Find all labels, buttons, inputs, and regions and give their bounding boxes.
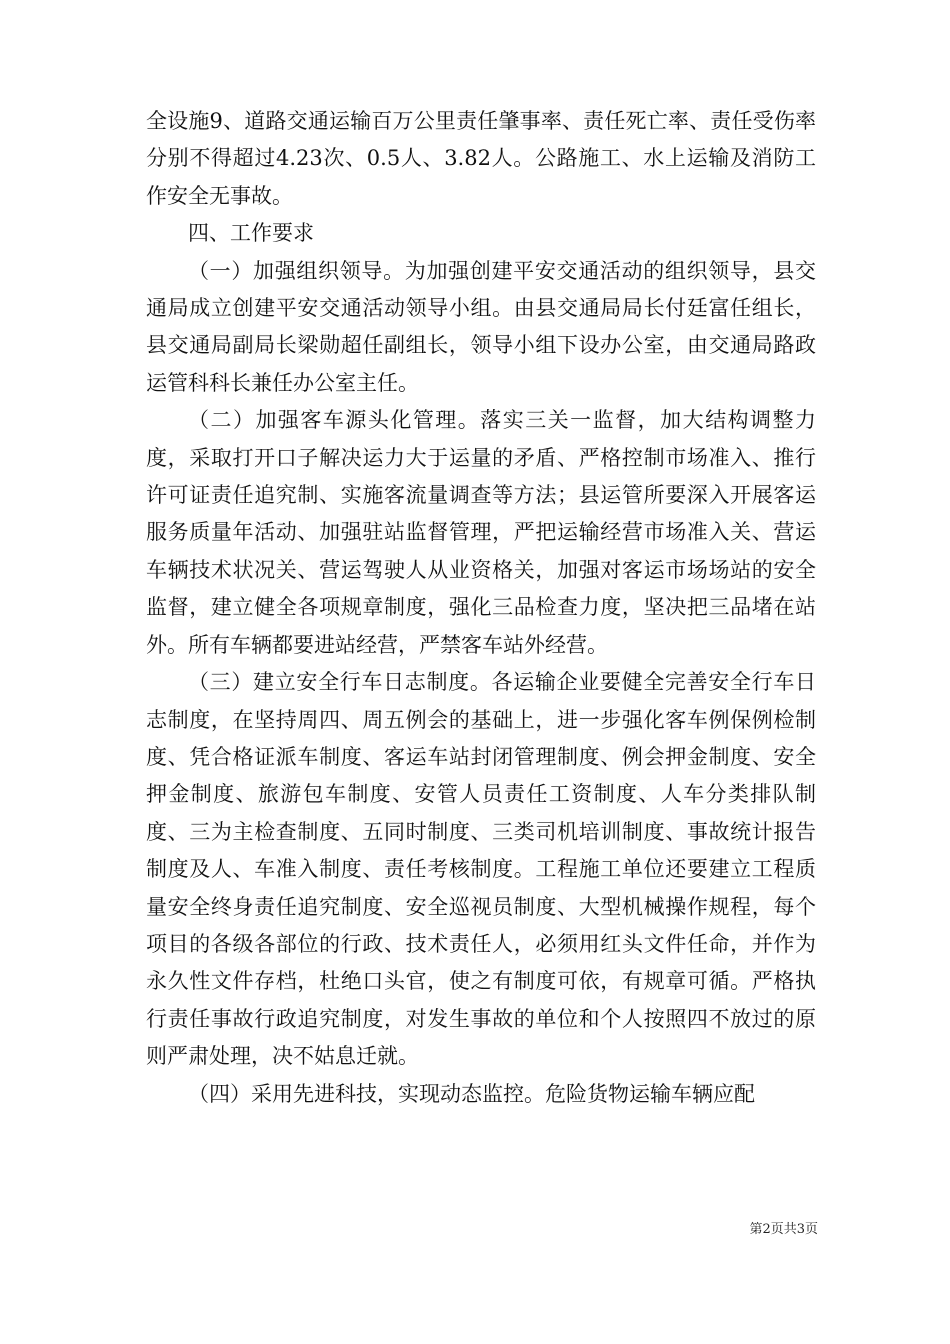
page-number: 第2页共3页 [749, 1222, 818, 1237]
paragraph-dynamic-monitoring: （四）采用先进科技，实现动态监控。危险货物运输车辆应配 [188, 1081, 755, 1106]
paragraph-safety-log-system: （三）建立安全行车日志制度。各运输企业要健全完善安全行车日志制度，在坚持周四、周五例会的基础上，进一步强化客车例保例检制度、凭合格证派车制度、客运车站封闭管理制度、例会押金制度、安全押金制度、旅游包车制度、安管人员责任工资制度、人车分类排队制度、三为主检查制度、五同时制度、三类司机培训制度、事故统计报告制度及人、车准入制度、责任考核制度。工程施工单位还要建立工程质量安全终身责任追究制度、安全巡视员制度、大型机械操作规程，每个项目的各级各部位的行政、技术责任人，必须用红头文件任命，并作为永久性文件存档，杜绝口头官，使之有制度可依，有规章可循。严格执行责任事故行政追究制度，对发生事故的单位和个人按照四不放过的原则严肃处理，决不姑息迁就。 [146, 670, 816, 1069]
paragraph-1: 全设施9、道路交通运输百万公里责任肇事率、责任死亡率、责任受伤率分别不得超过4.23次、0.5人、3.82人。公路施工、水上运输及消防工作安全无事故。 [146, 109, 816, 208]
document-body [146, 103, 816, 1113]
section-heading-work-requirements: 四、工作要求 [188, 221, 314, 246]
paragraph-bus-source-management: （二）加强客车源头化管理。落实三关一监督，加大结构调整力度，采取打开口子解决运力大于运量的矛盾、严格控制市场准入、推行许可证责任追究制、实施客流量调查等方法；县运管所要深入开展客运服务质量年活动、加强驻站监督管理，严把运输经营市场准入关、营运车辆技术状况关、营运驾驶人从业资格关，加强对客运市场场站的安全监督，建立健全各项规章制度，强化三品检查力度，坚决把三品堵在站外。所有车辆都要进站经营，严禁客车站外经营。 [146, 408, 816, 657]
paragraph-organization-leadership: （一）加强组织领导。为加强创建平安交通活动的组织领导，县交通局成立创建平安交通活动领导小组。由县交通局局长付廷富任组长，县交通局副局长梁勋超任副组长，领导小组下设办公室，由交通局路政运管科科长兼任办公室主任。 [146, 258, 816, 395]
